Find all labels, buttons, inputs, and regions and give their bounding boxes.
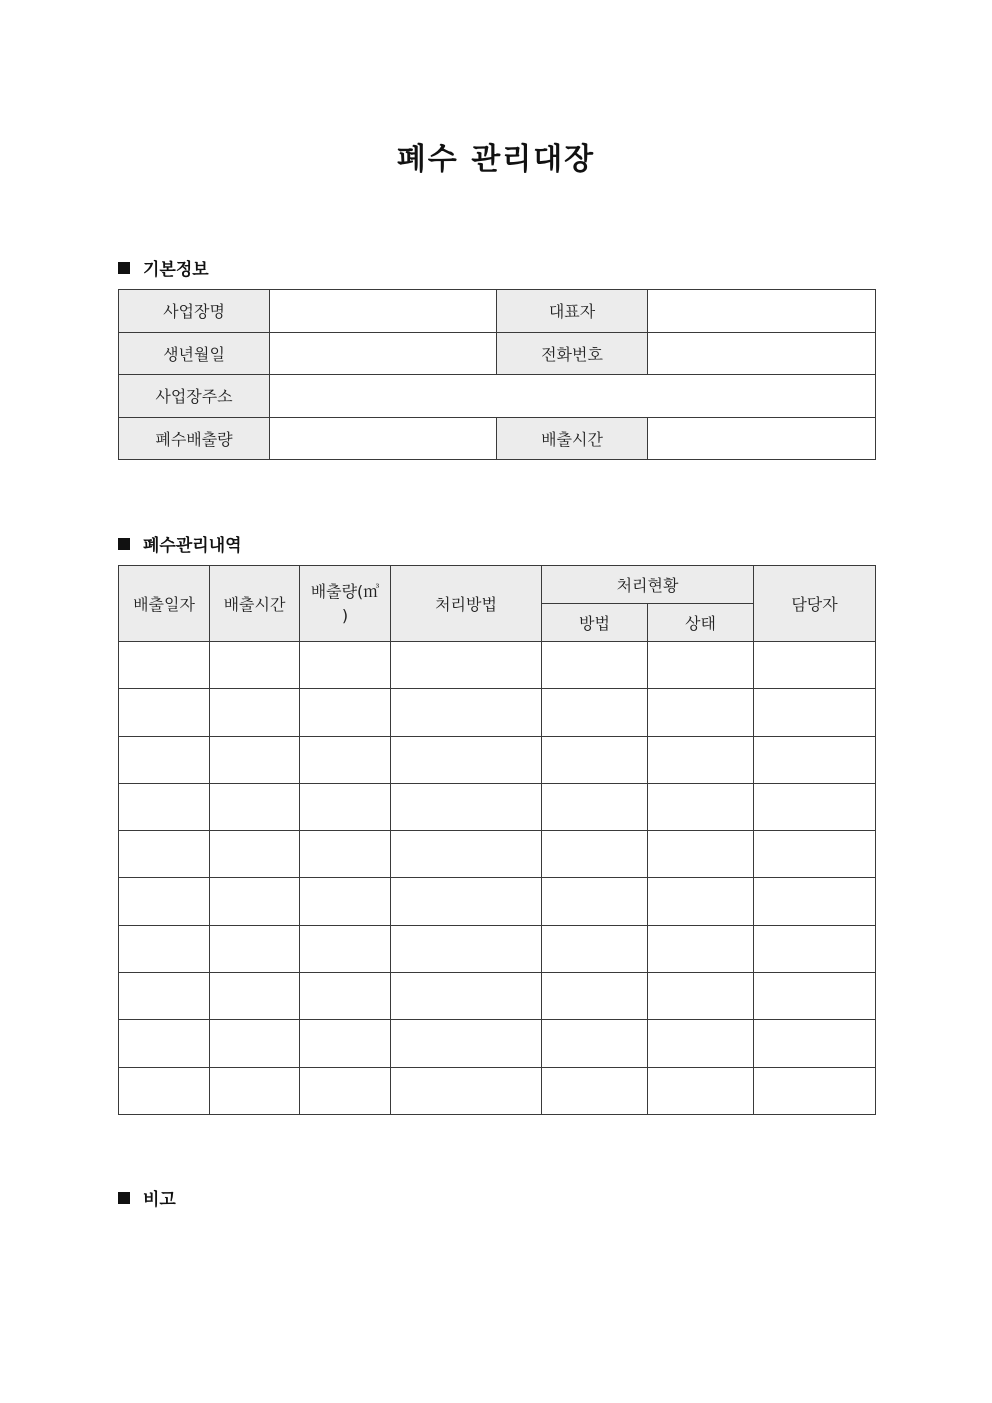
treatment-method-cell[interactable]	[391, 736, 542, 783]
manager-cell[interactable]	[754, 1020, 876, 1067]
table-row	[119, 736, 876, 783]
table-row	[119, 878, 876, 925]
date-cell[interactable]	[119, 878, 210, 925]
date-cell[interactable]	[119, 1067, 210, 1114]
amount-cell[interactable]	[300, 925, 391, 972]
col-status-method-header: 방법	[542, 604, 648, 642]
col-status-group-header: 처리현황	[542, 566, 754, 604]
time-cell[interactable]	[210, 878, 300, 925]
status-state-cell[interactable]	[648, 736, 754, 783]
status-method-cell[interactable]	[542, 1067, 648, 1114]
address-label: 사업장주소	[119, 375, 270, 418]
records-table	[118, 565, 876, 1115]
manager-cell[interactable]	[754, 783, 876, 830]
discharge-amount-label: 폐수배출량	[119, 417, 270, 460]
date-cell[interactable]	[119, 689, 210, 736]
time-cell[interactable]	[210, 925, 300, 972]
col-amount-header	[300, 566, 391, 642]
business-name-label: 사업장명	[119, 290, 270, 333]
col-date-header: 배출일자	[119, 566, 210, 642]
amount-cell[interactable]	[300, 831, 391, 878]
square-bullet-icon	[118, 538, 130, 550]
square-bullet-icon	[118, 262, 130, 274]
time-cell[interactable]	[210, 783, 300, 830]
status-method-cell[interactable]	[542, 689, 648, 736]
basic-row-1	[119, 290, 876, 333]
treatment-method-cell[interactable]	[391, 689, 542, 736]
address-field[interactable]	[270, 375, 876, 418]
treatment-method-cell[interactable]	[391, 783, 542, 830]
status-state-cell[interactable]	[648, 642, 754, 689]
col-amount-header-close: )	[341, 605, 349, 625]
status-state-cell[interactable]	[648, 1067, 754, 1114]
birth-date-label: 생년월일	[119, 332, 270, 375]
col-time-header: 배출시간	[210, 566, 300, 642]
remarks-heading-text: 비고	[143, 1190, 176, 1210]
basic-row-4	[119, 417, 876, 460]
time-cell[interactable]	[210, 1020, 300, 1067]
date-cell[interactable]	[119, 783, 210, 830]
remarks-heading	[118, 1185, 176, 1210]
status-method-cell[interactable]	[542, 925, 648, 972]
col-manager-header: 담당자	[754, 566, 876, 642]
representative-field[interactable]	[648, 290, 876, 333]
status-method-cell[interactable]	[542, 831, 648, 878]
manager-cell[interactable]	[754, 831, 876, 878]
phone-label: 전화번호	[497, 332, 648, 375]
amount-cell[interactable]	[300, 973, 391, 1020]
status-method-cell[interactable]	[542, 736, 648, 783]
representative-label: 대표자	[497, 290, 648, 333]
amount-cell[interactable]	[300, 1067, 391, 1114]
status-method-cell[interactable]	[542, 973, 648, 1020]
manager-cell[interactable]	[754, 878, 876, 925]
treatment-method-cell[interactable]	[391, 925, 542, 972]
manager-cell[interactable]	[754, 973, 876, 1020]
date-cell[interactable]	[119, 973, 210, 1020]
discharge-time-label: 배출시간	[497, 417, 648, 460]
table-row	[119, 925, 876, 972]
status-state-cell[interactable]	[648, 1020, 754, 1067]
date-cell[interactable]	[119, 831, 210, 878]
table-row	[119, 783, 876, 830]
basic-row-3	[119, 375, 876, 418]
table-row	[119, 831, 876, 878]
phone-field[interactable]	[648, 332, 876, 375]
amount-cell[interactable]	[300, 878, 391, 925]
basic-info-table	[118, 289, 876, 460]
manager-cell[interactable]	[754, 1067, 876, 1114]
manager-cell[interactable]	[754, 642, 876, 689]
status-state-cell[interactable]	[648, 925, 754, 972]
treatment-method-cell[interactable]	[391, 878, 542, 925]
records-heading-text: 폐수관리내역	[143, 536, 242, 556]
status-method-cell[interactable]	[542, 1020, 648, 1067]
table-row	[119, 973, 876, 1020]
status-method-cell[interactable]	[542, 642, 648, 689]
records-header-row-1	[119, 566, 876, 604]
col-status-state-header: 상태	[648, 604, 754, 642]
status-state-cell[interactable]	[648, 831, 754, 878]
basic-row-2	[119, 332, 876, 375]
col-amount-header-text: 배출량(㎥	[310, 581, 380, 601]
date-cell[interactable]	[119, 736, 210, 783]
manager-cell[interactable]	[754, 736, 876, 783]
date-cell[interactable]	[119, 642, 210, 689]
date-cell[interactable]	[119, 925, 210, 972]
manager-cell[interactable]	[754, 925, 876, 972]
document-title: 폐수 관리대장	[396, 142, 596, 177]
status-method-cell[interactable]	[542, 878, 648, 925]
table-row	[119, 689, 876, 736]
col-treatment-method-header: 처리방법	[391, 566, 542, 642]
amount-cell[interactable]	[300, 736, 391, 783]
amount-cell[interactable]	[300, 783, 391, 830]
time-cell[interactable]	[210, 642, 300, 689]
status-method-cell[interactable]	[542, 783, 648, 830]
square-bullet-icon	[118, 1192, 130, 1204]
treatment-method-cell[interactable]	[391, 642, 542, 689]
records-heading	[118, 531, 242, 556]
business-name-field[interactable]	[270, 290, 497, 333]
table-row	[119, 1067, 876, 1114]
time-cell[interactable]	[210, 973, 300, 1020]
amount-cell[interactable]	[300, 642, 391, 689]
status-state-cell[interactable]	[648, 973, 754, 1020]
status-state-cell[interactable]	[648, 689, 754, 736]
treatment-method-cell[interactable]	[391, 1020, 542, 1067]
table-row	[119, 642, 876, 689]
table-row	[119, 1020, 876, 1067]
time-cell[interactable]	[210, 736, 300, 783]
manager-cell[interactable]	[754, 689, 876, 736]
treatment-method-cell[interactable]	[391, 973, 542, 1020]
time-cell[interactable]	[210, 1067, 300, 1114]
treatment-method-cell[interactable]	[391, 1067, 542, 1114]
discharge-amount-field[interactable]	[270, 417, 497, 460]
basic-info-heading-text: 기본정보	[143, 260, 209, 280]
amount-cell[interactable]	[300, 689, 391, 736]
discharge-time-field[interactable]	[648, 417, 876, 460]
birth-date-field[interactable]	[270, 332, 497, 375]
date-cell[interactable]	[119, 1020, 210, 1067]
amount-cell[interactable]	[300, 1020, 391, 1067]
time-cell[interactable]	[210, 689, 300, 736]
time-cell[interactable]	[210, 831, 300, 878]
treatment-method-cell[interactable]	[391, 831, 542, 878]
basic-info-heading	[118, 255, 209, 280]
status-state-cell[interactable]	[648, 878, 754, 925]
status-state-cell[interactable]	[648, 783, 754, 830]
